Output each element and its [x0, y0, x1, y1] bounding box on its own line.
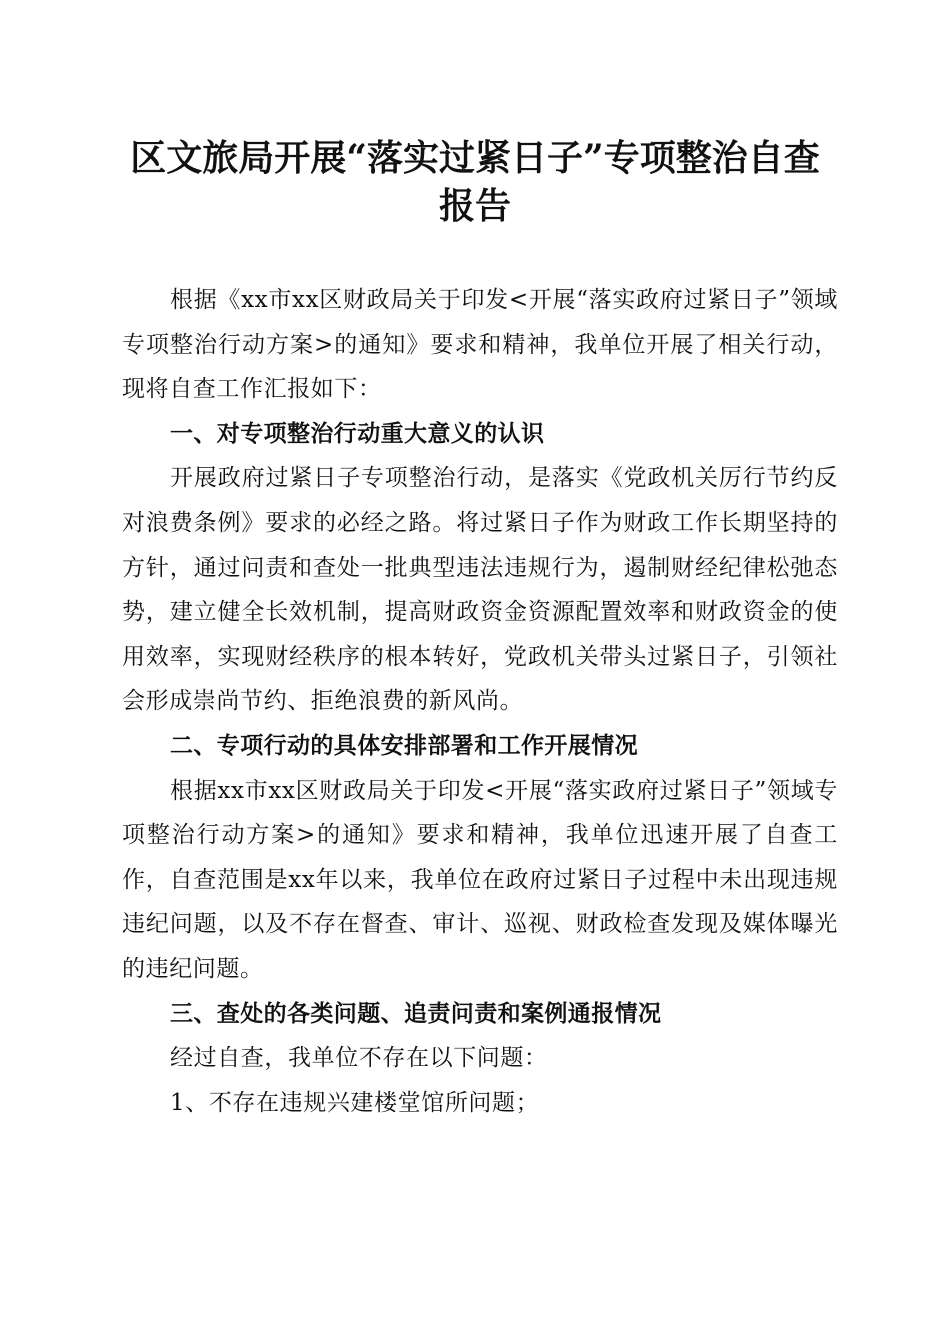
document-body [122, 278, 838, 1125]
section-2-heading: 二、专项行动的具体安排部署和工作开展情况 [170, 732, 638, 759]
intro-paragraph: 根据《xx市xx区财政局关于印发<开展“落实政府过紧日子”领域专项整治行动方案>的通知》要求和精神，我单位开展了相关行动，现将自查工作汇报如下： [122, 287, 838, 403]
section-1-heading: 一、对专项整治行动重大意义的认识 [170, 420, 545, 447]
section-3-paragraph: 经过自查，我单位不存在以下问题： [170, 1045, 548, 1072]
section-3-heading: 三、查处的各类问题、追责问责和案例通报情况 [170, 1000, 662, 1027]
section-1-paragraph: 开展政府过紧日子专项整治行动，是落实《党政机关厉行节约反对浪费条例》要求的必经之路。将过紧日子作为财政工作长期坚持的方针，通过问责和查处一批典型违法违规行为，遏制财经纪律松弛态势，建立健全长效机制，提高财政资金资源配置效率和财政资金的使用效率，实现财经秩序的根本转好，党政机关带头过紧日子，引领社会形成崇尚节约、拒绝浪费的新风尚。 [122, 465, 838, 715]
section-2-paragraph: 根据xx市xx区财政局关于印发<开展“落实政府过紧日子”领域专项整治行动方案>的通知》要求和精神，我单位迅速开展了自查工作，自查范围是xx年以来，我单位在政府过紧日子过程中未出现违规违纪问题，以及不存在督查、审计、巡视、财政检查发现及媒体曝光的违纪问题。 [122, 777, 838, 982]
document-title-line-2: 报告 [438, 185, 511, 227]
document-title-line-1: 区文旅局开展“落实过紧日子”专项整治自查 [130, 137, 820, 179]
section-3-item-1: 1、不存在违规兴建楼堂馆所问题； [170, 1089, 540, 1116]
